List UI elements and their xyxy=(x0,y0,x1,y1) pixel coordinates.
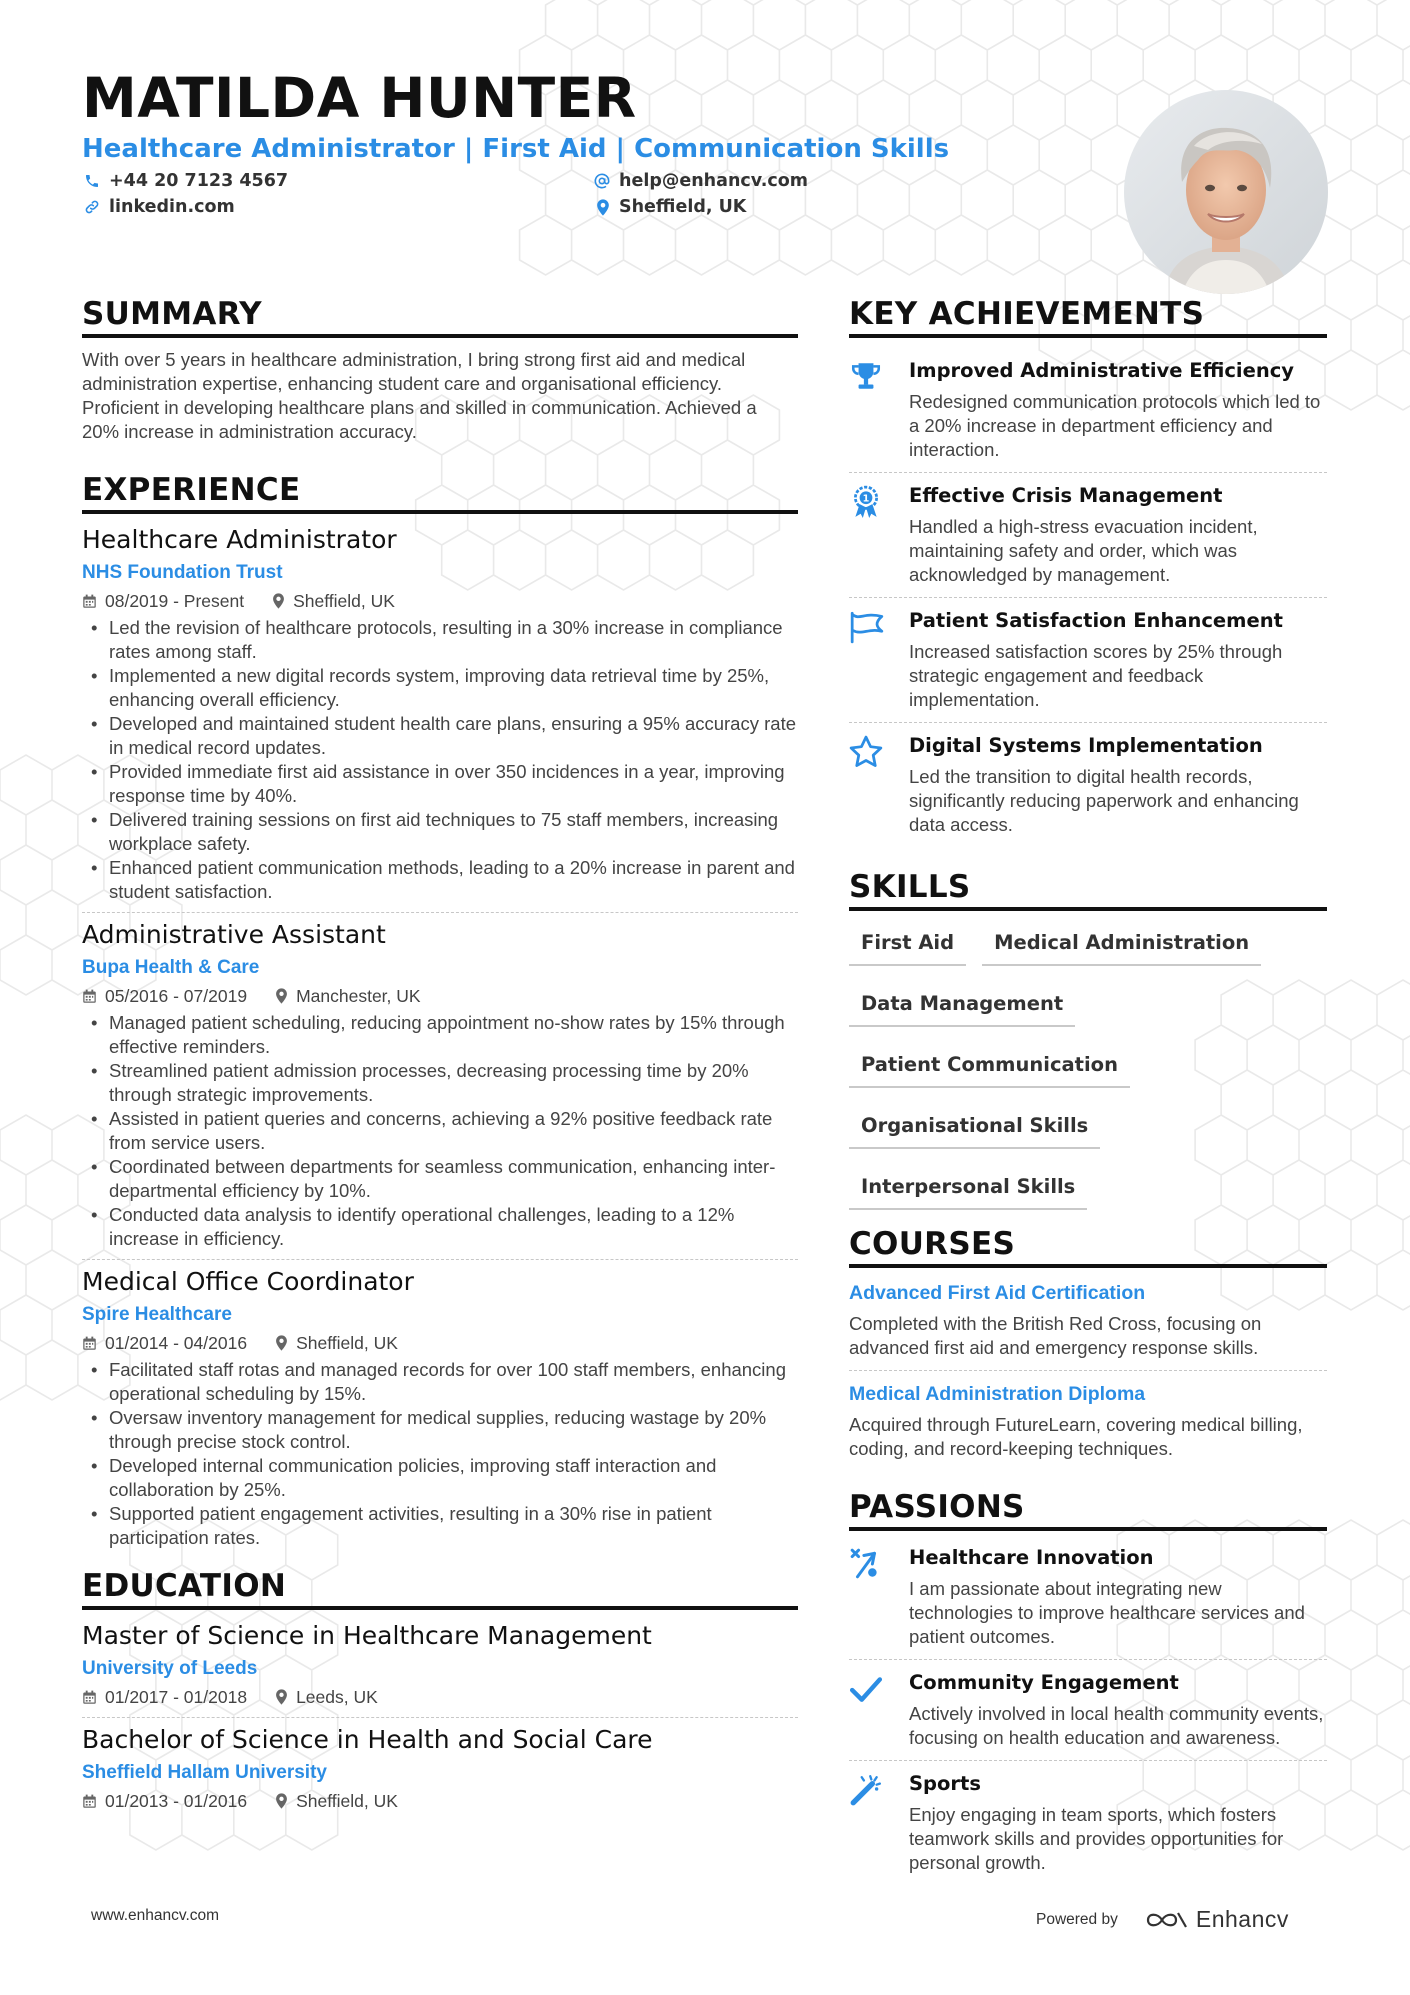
education-dates xyxy=(82,1685,247,1709)
location-text: Sheffield, UK xyxy=(619,197,747,217)
award-ribbon-icon xyxy=(849,483,909,587)
calendar-icon xyxy=(82,989,97,1004)
achievements-list xyxy=(849,348,1327,847)
experience-entry xyxy=(82,919,798,1260)
skills-list xyxy=(849,921,1327,1226)
trophy-icon xyxy=(849,358,909,462)
achievement-desc: Led the transition to digital health records, significantly reducing paperwork and enhancing data access. xyxy=(909,766,1299,835)
candidate-name: MATILDA HUNTER xyxy=(82,66,637,130)
powered-by-text: Powered by xyxy=(1036,1910,1118,1928)
achievement-title: Improved Administrative Efficiency xyxy=(909,359,1294,382)
job-location xyxy=(275,984,421,1008)
course-item xyxy=(849,1278,1327,1371)
course-item xyxy=(849,1371,1327,1461)
education-meta xyxy=(82,1789,798,1813)
link-icon xyxy=(84,199,100,215)
achievement-title: Effective Crisis Management xyxy=(909,484,1223,507)
bullet-item: • Conducted data analysis to identify operational challenges, leading to a 12% increase in efficiency. xyxy=(82,1203,798,1251)
job-meta xyxy=(82,984,798,1008)
location-pin-icon xyxy=(275,1335,288,1351)
degree-title: Master of Science in Healthcare Management xyxy=(82,1621,652,1650)
location-pin-icon xyxy=(275,1793,288,1809)
job-title: Administrative Assistant xyxy=(82,920,386,949)
achievement-item xyxy=(849,598,1327,723)
location-pin-icon xyxy=(275,1689,288,1705)
svg-text:1: 1 xyxy=(862,493,870,505)
email-contact[interactable] xyxy=(594,171,808,191)
job-meta xyxy=(82,1331,798,1355)
job-location-text: Manchester, UK xyxy=(296,986,421,1006)
location-contact xyxy=(596,197,746,217)
education-location-text: Sheffield, UK xyxy=(296,1791,398,1811)
bullet-item: • Enhanced patient communication methods, leading to a 20% increase in parent and student satisfaction. xyxy=(82,856,798,904)
education-location xyxy=(275,1789,398,1813)
education-location-text: Leeds, UK xyxy=(296,1687,378,1707)
bullet-item: • Supported patient engagement activities, resulting in a 30% rise in patient participation rates. xyxy=(82,1502,798,1550)
summary-text: With over 5 years in healthcare administration, I bring strong first aid and medical administration expertise, enhancing student care and organisational efficiency. Proficient in developing healthcare plans and skilled in communication. Achieved a 20% increase in administration accuracy. xyxy=(82,349,757,442)
job-title: Healthcare Administrator xyxy=(82,525,397,554)
brand-text: Enhancv xyxy=(1195,1906,1289,1932)
bullet-item: • Coordinated between departments for seamless communication, enhancing inter-departmental efficiency by 10%. xyxy=(82,1155,798,1203)
job-location xyxy=(272,589,395,613)
left-column xyxy=(82,296,798,1813)
passion-desc: I am passionate about integrating new technologies to improve healthcare services and patient outcomes. xyxy=(909,1578,1305,1647)
footer-website[interactable]: www.enhancv.com xyxy=(91,1907,220,1924)
checkmark-icon xyxy=(849,1670,909,1750)
phone-text: +44 20 7123 4567 xyxy=(109,171,289,191)
location-pin-icon xyxy=(272,593,285,609)
achievement-desc: Handled a high-stress evacuation incident, maintaining safety and order, which was acknowledged by management. xyxy=(909,516,1258,585)
job-dates-text: 08/2019 - Present xyxy=(105,591,245,611)
achievement-text xyxy=(909,733,1327,837)
at-sign-icon xyxy=(594,173,610,189)
skill-tag: Patient Communication xyxy=(849,1043,1130,1088)
courses-heading: COURSES xyxy=(849,1226,1327,1268)
bullet-item: • Implemented a new digital records system, improving data retrieval time by 25%, enhancing overall efficiency. xyxy=(82,664,798,712)
company-name[interactable]: Bupa Health & Care xyxy=(82,957,260,978)
school-name[interactable]: Sheffield Hallam University xyxy=(82,1762,327,1783)
degree-title: Bachelor of Science in Health and Social Care xyxy=(82,1725,653,1754)
course-desc: Acquired through FutureLearn, covering medical billing, coding, and record-keeping techniques. xyxy=(849,1414,1303,1459)
bullet-item: • Assisted in patient queries and concerns, achieving a 92% positive feedback rate from service users. xyxy=(82,1107,798,1155)
job-dates-text: 05/2016 - 07/2019 xyxy=(105,986,248,1006)
job-bullets xyxy=(82,616,798,904)
experience-entry xyxy=(82,524,798,913)
course-title[interactable]: Advanced First Aid Certification xyxy=(849,1282,1146,1304)
passion-text xyxy=(909,1670,1327,1750)
footer-branding xyxy=(1036,1906,1289,1933)
achievement-item xyxy=(849,473,1327,598)
course-desc: Completed with the British Red Cross, focusing on advanced first aid and emergency response skills. xyxy=(849,1313,1262,1358)
job-bullets xyxy=(82,1358,798,1550)
passions-heading: PASSIONS xyxy=(849,1489,1327,1531)
passion-desc: Enjoy engaging in team sports, which fosters teamwork skills and provides opportunities for personal growth. xyxy=(909,1804,1284,1873)
job-location xyxy=(275,1331,398,1355)
phone-icon xyxy=(84,173,100,189)
email-text[interactable]: help@enhancv.com xyxy=(619,171,809,191)
job-location-text: Sheffield, UK xyxy=(293,591,395,611)
phone-contact xyxy=(84,171,288,191)
calendar-icon xyxy=(82,1690,97,1705)
job-dates xyxy=(82,589,244,613)
bullet-item: • Developed and maintained student health care plans, ensuring a 95% accuracy rate in medical record updates. xyxy=(82,712,798,760)
job-dates xyxy=(82,984,247,1008)
skill-tag: Organisational Skills xyxy=(849,1104,1100,1149)
skill-tag: Data Management xyxy=(849,982,1075,1027)
achievement-text xyxy=(909,608,1327,712)
right-column xyxy=(849,296,1327,1885)
innovation-icon xyxy=(849,1545,909,1649)
skills-heading: SKILLS xyxy=(849,869,1327,911)
calendar-icon xyxy=(82,1336,97,1351)
passion-text xyxy=(909,1771,1327,1875)
education-list xyxy=(82,1620,798,1813)
achievement-desc: Increased satisfaction scores by 25% through strategic engagement and feedback implementation. xyxy=(909,641,1283,710)
achievement-text xyxy=(909,483,1327,587)
passion-item xyxy=(849,1660,1327,1761)
bullet-item: • Led the revision of healthcare protocols, resulting in a 30% increase in compliance rates among staff. xyxy=(82,616,798,664)
education-entry xyxy=(82,1620,798,1718)
passion-title: Healthcare Innovation xyxy=(909,1546,1154,1569)
enhancv-logo-icon xyxy=(1144,1909,1190,1931)
experience-heading: EXPERIENCE xyxy=(82,472,798,514)
job-title: Medical Office Coordinator xyxy=(82,1267,414,1296)
passion-title: Sports xyxy=(909,1772,981,1795)
job-meta xyxy=(82,589,798,613)
achievement-text xyxy=(909,358,1327,462)
achievements-heading: KEY ACHIEVEMENTS xyxy=(849,296,1327,338)
bullet-item: • Managed patient scheduling, reducing appointment no-show rates by 15% through effective reminders. xyxy=(82,1011,798,1059)
bullet-item: • Oversaw inventory management for medical supplies, reducing wastage by 20% through precise stock control. xyxy=(82,1406,798,1454)
candidate-tagline: Healthcare Administrator | First Aid | Communication Skills xyxy=(82,134,950,164)
passion-text xyxy=(909,1545,1327,1649)
star-icon xyxy=(849,733,909,837)
summary-heading: SUMMARY xyxy=(82,296,798,338)
passion-item xyxy=(849,1541,1327,1660)
profile-photo xyxy=(1124,90,1328,294)
bullet-item: • Developed internal communication policies, improving staff interaction and collaboration by 25%. xyxy=(82,1454,798,1502)
passion-item xyxy=(849,1761,1327,1885)
calendar-icon xyxy=(82,1794,97,1809)
linkedin-text[interactable]: linkedin.com xyxy=(109,197,235,217)
bullet-item: • Streamlined patient admission processes, decreasing processing time by 20% through strategic improvements. xyxy=(82,1059,798,1107)
location-pin-icon xyxy=(275,988,288,1004)
experience-entry xyxy=(82,1266,798,1550)
job-dates xyxy=(82,1331,247,1355)
linkedin-contact[interactable] xyxy=(84,197,235,217)
education-location xyxy=(275,1685,378,1709)
location-pin-icon xyxy=(596,199,610,216)
experience-list xyxy=(82,524,798,1550)
school-name[interactable]: University of Leeds xyxy=(82,1658,258,1679)
achievement-item xyxy=(849,723,1327,847)
education-heading: EDUCATION xyxy=(82,1568,798,1610)
education-entry xyxy=(82,1724,798,1813)
skill-tag: Interpersonal Skills xyxy=(849,1165,1087,1210)
skill-tag: First Aid xyxy=(849,921,966,966)
calendar-icon xyxy=(82,594,97,609)
flag-icon xyxy=(849,608,909,712)
course-title[interactable]: Medical Administration Diploma xyxy=(849,1383,1146,1405)
job-dates-text: 01/2014 - 04/2016 xyxy=(105,1333,248,1353)
bullet-item: • Delivered training sessions on first aid techniques to 75 staff members, increasing workplace safety. xyxy=(82,808,798,856)
courses-list xyxy=(849,1278,1327,1461)
education-meta xyxy=(82,1685,798,1709)
magic-wand-icon xyxy=(849,1771,909,1875)
achievement-title: Digital Systems Implementation xyxy=(909,734,1263,757)
job-bullets xyxy=(82,1011,798,1251)
achievement-desc: Redesigned communication protocols which led to a 20% increase in department efficiency and interaction. xyxy=(909,391,1321,460)
achievement-item xyxy=(849,348,1327,473)
passion-title: Community Engagement xyxy=(909,1671,1179,1694)
job-location-text: Sheffield, UK xyxy=(296,1333,398,1353)
achievement-title: Patient Satisfaction Enhancement xyxy=(909,609,1283,632)
education-dates xyxy=(82,1789,247,1813)
company-name[interactable]: Spire Healthcare xyxy=(82,1304,232,1325)
bullet-item: • Provided immediate first aid assistance in over 350 incidences in a year, improving response time by 40%. xyxy=(82,760,798,808)
passion-desc: Actively involved in local health community events, focusing on health education and awareness. xyxy=(909,1703,1324,1748)
skill-tag: Medical Administration xyxy=(982,921,1261,966)
education-dates-text: 01/2017 - 01/2018 xyxy=(105,1687,248,1707)
passions-list xyxy=(849,1541,1327,1885)
company-name[interactable]: NHS Foundation Trust xyxy=(82,562,283,583)
bullet-item: • Facilitated staff rotas and managed records for over 100 staff members, enhancing operational scheduling by 15%. xyxy=(82,1358,798,1406)
education-dates-text: 01/2013 - 01/2016 xyxy=(105,1791,248,1811)
